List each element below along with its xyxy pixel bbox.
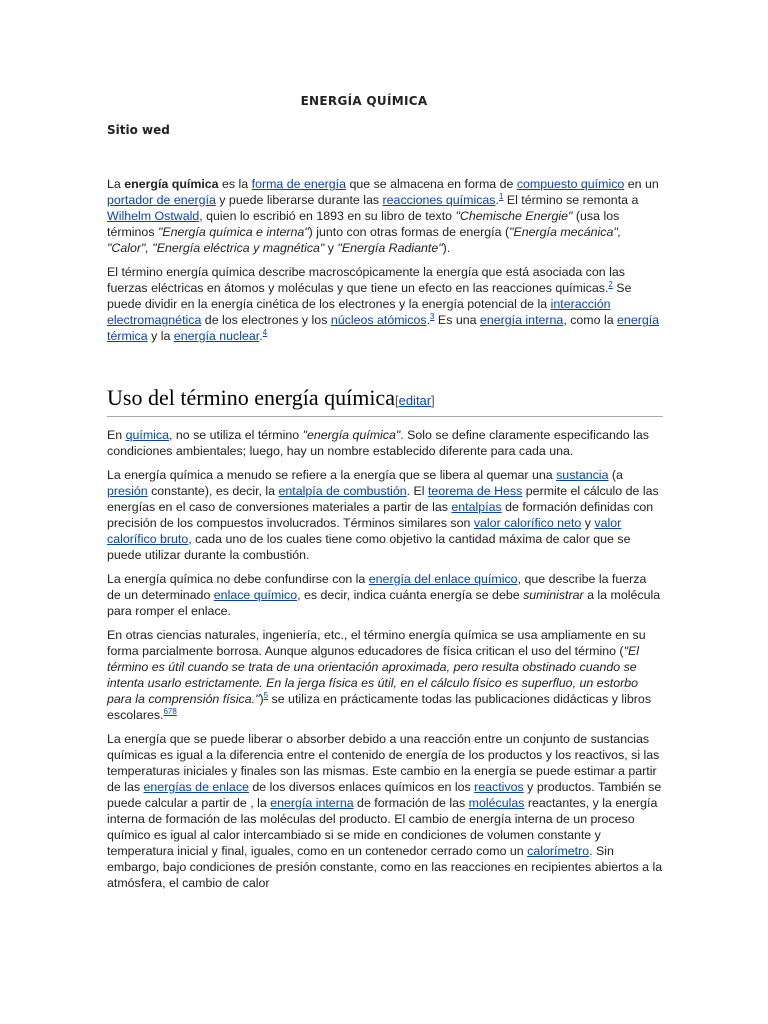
section-heading [107, 384, 663, 417]
italic-text: suministrar [523, 588, 584, 602]
section-paragraph-1 [107, 427, 663, 459]
text: y la [147, 329, 174, 343]
link-energia-nuclear[interactable]: energía nuclear [173, 329, 260, 343]
text: La [107, 177, 125, 191]
italic-text: "Energía Radiante" [337, 241, 443, 255]
text: y puede liberarse durante las [215, 193, 383, 207]
bold-term: energía química [124, 177, 219, 191]
link-portador-de-energia[interactable]: portador de energía [107, 193, 216, 207]
link-wilhelm-ostwald[interactable]: Wilhelm Ostwald [107, 209, 200, 223]
text: La energía química no debe confundirse con la [107, 572, 369, 586]
text: permite el cálculo de las energías en el caso de conversiones materiales a partir de las [107, 484, 659, 514]
text: constante), es decir, la [147, 484, 279, 498]
reference-3[interactable]: 3 [430, 311, 435, 321]
link-energia-interna[interactable]: energía interna [479, 313, 564, 327]
intro-paragraph-2: El término energía química describe macroscópicamente la energía que está asociada con las fuerzas eléctricas en átomos y moléculas y que tiene un efecto en las reacciones químicas.$^2$ Se puede dividir en la energía cinética de los electrones y la energía potencial de la interacción electromagnética de los electrones y los núcleos atómicos.$^3$ Es una energía interna, como la energía térmica y la energía nuclear.$^4$ [107, 265, 660, 343]
section-paragraph-4 [107, 627, 663, 723]
text: En otras ciencias naturales, ingeniería, etc., el término energía química se usa ampliamente en su forma parcialmente borrosa. Aunque algunos educadores de física critican el uso del término ( [107, 628, 646, 658]
text: Se puede dividir en la energía cinética de los electrones y la energía potencial de la [107, 281, 632, 311]
text: que se almacena en forma de [346, 177, 517, 191]
text: ) [259, 692, 264, 706]
link-valor-calorifico-neto[interactable]: valor calorífico neto [473, 516, 582, 530]
edit-bracket-close: ] [431, 393, 435, 408]
article-body [107, 176, 663, 899]
section-heading-text: Uso del término energía química [107, 385, 395, 410]
text: El término se remonta a [503, 193, 639, 207]
text: (usa los términos [107, 209, 620, 239]
text: en un [624, 177, 659, 191]
link-reacciones-quimicas[interactable]: reacciones químicas [382, 193, 496, 207]
text: se utiliza en prácticamente todas las publicaciones didácticas y libros escolares. [107, 692, 652, 722]
text: . Sin embargo, bajo condiciones de presión constante, como en las reacciones en recipientes abiertos a la atmósfera, el cambio de calor [107, 844, 663, 890]
link-moleculas[interactable]: moléculas [468, 796, 525, 810]
section-paragraph-5 [107, 731, 663, 891]
link-interaccion-electromagnetica[interactable]: interacción electromagnética [107, 297, 611, 327]
link-valor-calorifico-bruto[interactable]: valor calorífico bruto [107, 516, 622, 546]
italic-text: "energía química" [302, 428, 401, 442]
intro-paragraph-1: La energía química es la forma de energía que se almacena en forma de compuesto químico en un portador de energía y puede liberarse durante las reacciones químicas.$^1$ El término se remonta a Wilhelm Ostwald, quien lo escribió en 1893 en su libro de texto "Chemische Energie" (usa los términos "Energía química e interna") junto con otras formas de energía ("Energía mecánica", "Calor", "Energía eléctrica y magnética" y "Energía Radiante"). [107, 177, 659, 255]
document-title: ENERGÍA QUÍMICA [300, 94, 428, 108]
text: (a [608, 468, 623, 482]
text: de los electrones y los [201, 313, 331, 327]
text: ) junto con otras formas de energía ( [308, 225, 510, 239]
text: reactantes, y la energía interna de formación de las moléculas del producto. El cambio de energía interna de un proceso químico es igual al calor intercambiado si se mide en condiciones de volumen constante y temperatura inicial y final, iguales, como en un contenedor cerrado como un [107, 796, 658, 858]
italic-text: "Energía química e interna" [157, 225, 309, 239]
text: de los diversos enlaces químicos en los [248, 780, 475, 794]
link-sustancia[interactable]: sustancia [556, 468, 609, 482]
link-energias-de-enlace[interactable]: energías de enlace [143, 780, 249, 794]
text: En [107, 428, 126, 442]
italic-quote: "El término es útil cuando se trata de una orientación aproximada, pero resulta obstinado cuando se intenta usarlo estrictamente. En la jerga física es útil, en el cálculo físico es superfluo, un estorbo para la comprensión física." [107, 644, 639, 706]
text: , cada uno de los cuales tiene como objetivo la cantidad máxima de calor que se puede utilizar durante la combustión. [107, 532, 631, 562]
link-compuesto-quimico[interactable]: compuesto químico [516, 177, 625, 191]
reference-1[interactable]: 1 [498, 191, 504, 201]
text: de formación de las [353, 796, 469, 810]
text: y [581, 516, 595, 530]
text: y [324, 241, 338, 255]
text: . El [406, 484, 428, 498]
text: ). [442, 241, 451, 255]
link-energia-interna-2[interactable]: energía interna [270, 796, 354, 810]
text: , no se utiliza el término [169, 428, 303, 442]
reference-4[interactable]: 4 [262, 327, 268, 337]
link-presion[interactable]: presión [107, 484, 148, 498]
link-energia-del-enlace-quimico[interactable]: energía del enlace químico [368, 572, 518, 586]
text: El término energía química describe macroscópicamente la energía que está asociada con las fuerzas eléctricas en átomos y moléculas y que tiene un efecto en las reacciones químicas. [107, 265, 625, 295]
link-energia-termica[interactable]: energía térmica [107, 313, 660, 343]
link-entalpia-de-combustion[interactable]: entalpía de combustión [278, 484, 407, 498]
link-quimica[interactable]: química [125, 428, 169, 442]
reference-5[interactable]: 5 [263, 690, 269, 700]
link-forma-de-energia[interactable]: forma de energía [251, 177, 347, 191]
reference-2[interactable]: 2 [608, 279, 613, 289]
text: , es decir, indica cuánta energía se debe [297, 588, 524, 602]
text: La energía química a menudo se refiere a la energía que se libera al quemar una [107, 468, 557, 482]
text: , quien lo escribió en 1893 en su libro de texto [199, 209, 456, 223]
text: es la [218, 177, 252, 191]
text: La energía que se puede liberar o absorber debido a una reacción entre un conjunto de sustancias químicas es igual a la diferencia entre el contenido de energía de los productos y los reactivos, si las temperaturas iniciales y finales son las mismas. Este cambio en la energía se puede estimar a partir de las [107, 732, 660, 794]
text: . Solo se define claramente especificando las condiciones ambientales; luego, hay un nombre establecido diferente para cada una. [107, 428, 649, 458]
text: y productos. También se puede calcular a partir de , la [107, 780, 662, 810]
reference-678[interactable]: 678 [163, 706, 177, 716]
section-paragraph-3 [107, 571, 663, 619]
edit-bracket-open: [ [394, 393, 399, 408]
text: , como la [563, 313, 618, 327]
link-calorimetro[interactable]: calorímetro [527, 844, 590, 858]
link-nucleos-atomicos[interactable]: núcleos atómicos [330, 313, 427, 327]
text: Es una [434, 313, 480, 327]
document-subtitle: Sitio wed [107, 123, 170, 137]
text: , que describe la fuerza de un determinado [107, 572, 647, 602]
text: de formación definidas con precisión de los compuestos involucrados. Términos similares son [107, 500, 654, 530]
italic-text: "Chemische Energie" [455, 209, 573, 223]
link-entalpias[interactable]: entalpías [451, 500, 502, 514]
link-enlace-quimico[interactable]: enlace químico [213, 588, 298, 602]
edit-section-link[interactable]: editar [398, 393, 432, 408]
section-paragraph-2 [107, 467, 663, 563]
link-reactivos[interactable]: reactivos [474, 780, 524, 794]
link-teorema-de-hess[interactable]: teorema de Hess [427, 484, 523, 498]
text: a la molécula para romper el enlace. [107, 588, 661, 618]
italic-text: "Energía mecánica", "Calor", "Energía eléctrica y magnética" [107, 225, 622, 255]
